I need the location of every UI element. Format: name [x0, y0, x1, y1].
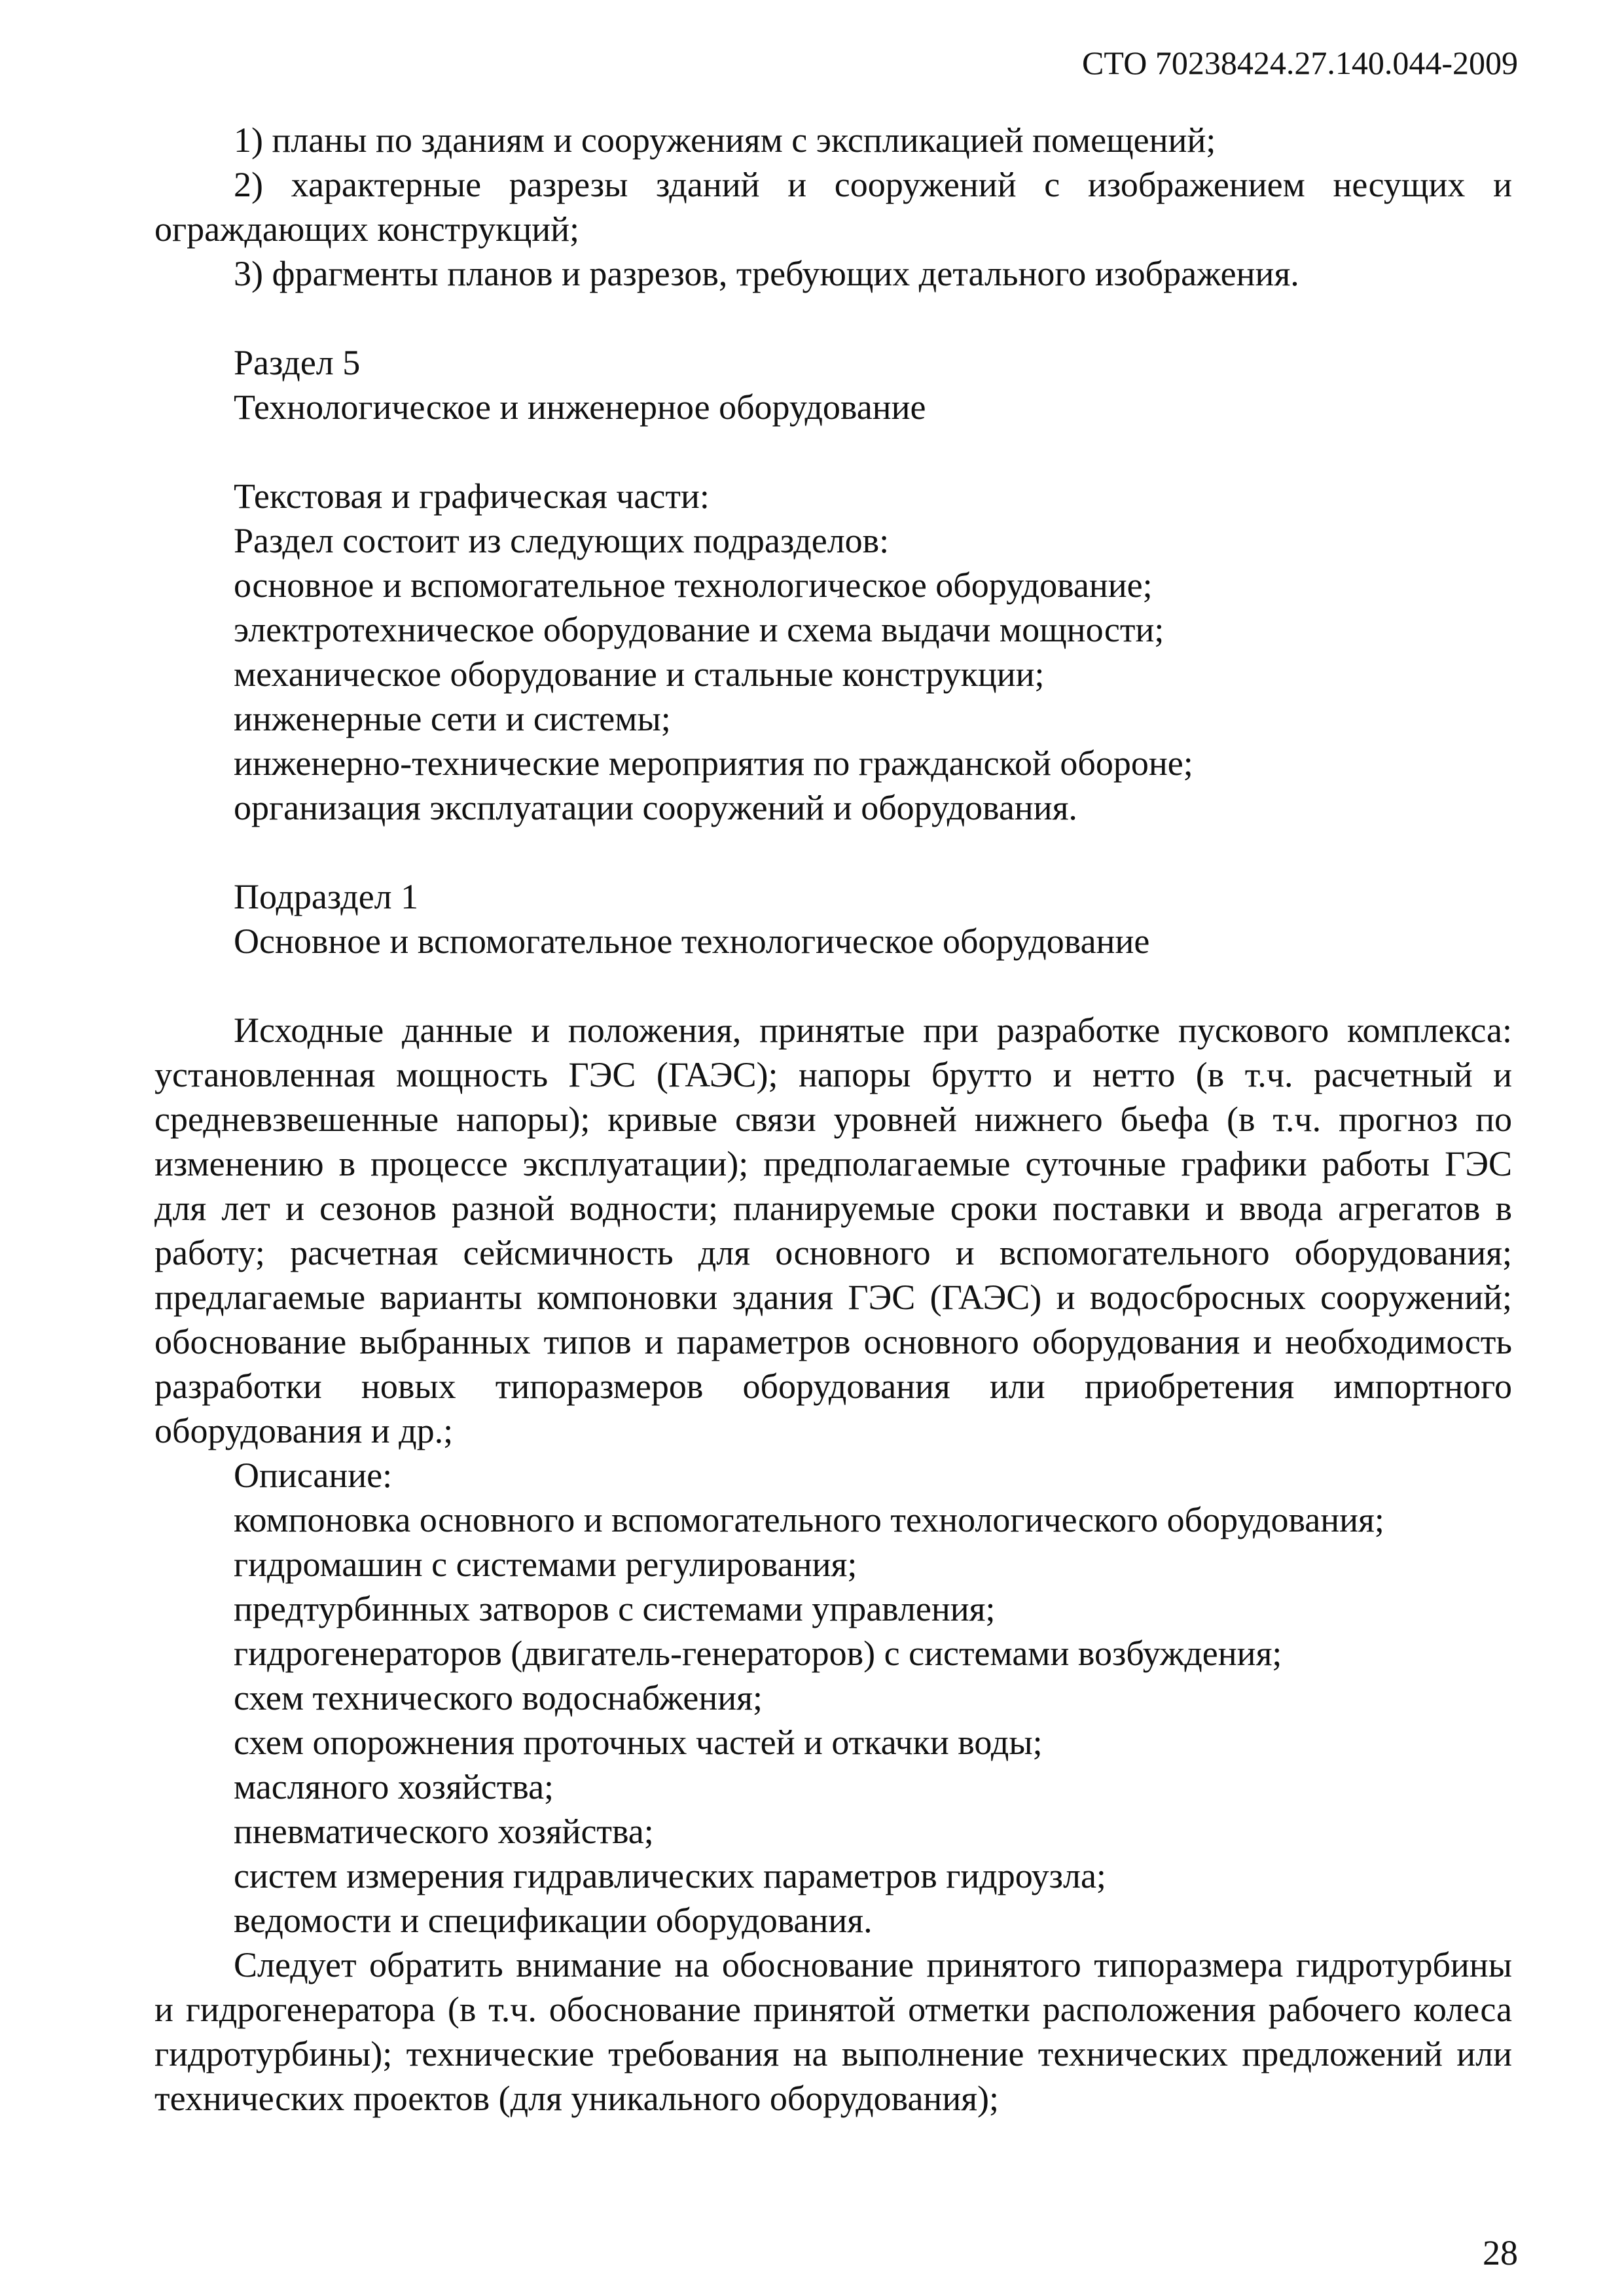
list-item: компоновка основного и вспомогательного технологического оборудования;: [234, 1500, 1384, 1539]
list-item: гидрогенераторов (двигатель-генераторов) с системами возбуждения;: [234, 1634, 1282, 1673]
spacer: [154, 429, 1512, 474]
page-number: 28: [1483, 2233, 1518, 2272]
intro-list-item-2: 2) характерные разрезы зданий и сооружений с изображением несущих и ограждающих конструкций;: [154, 165, 1512, 249]
description-list: [154, 1498, 1512, 1943]
list-item: механическое оборудование и стальные конструкции;: [234, 655, 1045, 694]
list-item: ведомости и спецификации оборудования.: [234, 1901, 873, 1940]
list-item: схем опорожнения проточных частей и откачки воды;: [234, 1723, 1043, 1762]
list-item: систем измерения гидравлических параметров гидроузла;: [234, 1856, 1106, 1895]
list-item: масляного хозяйства;: [234, 1767, 554, 1806]
list-item: инженерные сети и системы;: [234, 699, 671, 738]
section-label: Раздел 5: [234, 343, 361, 382]
parts-label: Текстовая и графическая части:: [234, 476, 710, 516]
subsection-label: Подраздел 1: [234, 877, 419, 916]
attention-paragraph: Следует обратить внимание на обоснование принятого типоразмера гидротурбины и гидрогенератора (в т.ч. обоснование принятой отметки расположения рабочего колеса гидротурбины); технические требования на выполнение технических предложений или технических проектов (для уникального оборудования);: [154, 1945, 1512, 2118]
description-label: Описание:: [234, 1456, 393, 1495]
list-item: пневматического хозяйства;: [234, 1812, 654, 1851]
intro-list-item-1: 1) планы по зданиям и сооружениям с экспликацией помещений;: [234, 120, 1216, 160]
list-item: основное и вспомогательное технологическое оборудование;: [234, 565, 1153, 605]
intro-list-item-3: 3) фрагменты планов и разрезов, требующих детального изображения.: [234, 254, 1299, 293]
list-item: гидромашин с системами регулирования;: [234, 1545, 857, 1584]
initial-data-paragraph: Исходные данные и положения, принятые при разработке пускового комплекса: установленная мощность ГЭС (ГАЭС); напоры брутто и нетто (в т.ч. расчетный и средневзвешенные напоры); кривые связи уровней нижнего бьефа (в т.ч. прогноз по изменению в процессе эксплуатации); предполагаемые суточные графики работы ГЭС для лет и сезонов разной водности; планируемые сроки поставки и ввода агрегатов в работу; расчетная сейсмичность для основного и вспомогательного оборудования; предлагаемые варианты компоновки здания ГЭС (ГАЭС) и водосбросных сооружений; обоснование выбранных типов и параметров основного оборудования и необходимость разработки новых типоразмеров оборудования или приобретения импортного оборудования и др.;: [154, 1011, 1512, 1450]
list-item: организация эксплуатации сооружений и оборудования.: [234, 788, 1077, 827]
composition-label: Раздел состоит из следующих подразделов:: [234, 521, 890, 560]
list-item: схем технического водоснабжения;: [234, 1678, 763, 1717]
list-item: инженерно-технические мероприятия по гражданской обороне;: [234, 744, 1193, 783]
spacer: [154, 963, 1512, 1008]
list-item: электротехническое оборудование и схема выдачи мощности;: [234, 610, 1164, 649]
subsection-title: Основное и вспомогательное технологическое оборудование: [234, 922, 1150, 961]
subsection-list: [154, 563, 1512, 830]
document-code: СТО 70238424.27.140.044-2009: [1082, 45, 1518, 81]
spacer: [154, 296, 1512, 340]
page-body: [154, 118, 1512, 2121]
section-title: Технологическое и инженерное оборудование: [234, 387, 926, 427]
list-item: предтурбинных затворов с системами управления;: [234, 1589, 996, 1628]
spacer: [154, 830, 1512, 874]
